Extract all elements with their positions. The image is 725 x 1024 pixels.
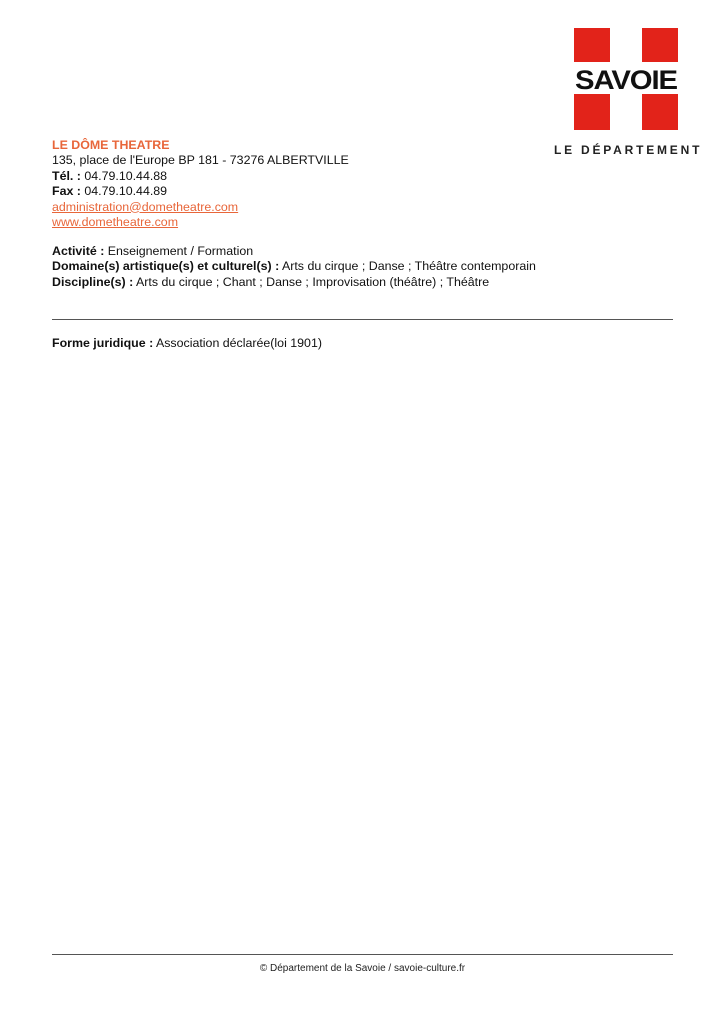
telephone-label: Tél. : — [52, 168, 81, 183]
contact-block — [52, 138, 672, 230]
section-divider — [52, 319, 673, 320]
domaines-line — [52, 259, 692, 274]
website-link[interactable]: www.dometheatre.com — [52, 215, 179, 230]
forme-juridique-line — [52, 336, 322, 351]
domaines-value: Arts du cirque ; Danse ; Théâtre contemporain — [281, 259, 536, 274]
footer-text: © Département de la Savoie / savoie-culture.fr — [259, 963, 466, 974]
domaines-label: Domaine(s) artistique(s) et culturel(s) : — [52, 259, 280, 274]
logo-word: SAVOIE — [575, 65, 677, 95]
telephone-line — [52, 169, 672, 184]
forme-juridique-value: Association déclarée(loi 1901) — [155, 336, 322, 350]
disciplines-line — [52, 275, 692, 290]
activite-line — [52, 244, 692, 259]
footer-divider — [52, 954, 673, 955]
email-link[interactable]: administration@dometheatre.com — [52, 199, 239, 214]
activity-block — [52, 244, 692, 290]
disciplines-value: Arts du cirque ; Chant ; Danse ; Improvisation (théâtre) ; Théâtre — [136, 274, 490, 289]
telephone-value: 04.79.10.44.88 — [84, 168, 168, 183]
fax-label: Fax : — [52, 184, 81, 199]
fax-line — [52, 184, 672, 199]
activite-value: Enseignement / Formation — [107, 244, 254, 258]
forme-juridique-label: Forme juridique : — [52, 336, 154, 350]
disciplines-label: Discipline(s) : — [52, 274, 134, 289]
address: 135, place de l'Europe BP 181 - 73276 ALBERTVILLE — [52, 153, 349, 168]
fax-value: 04.79.10.44.89 — [84, 184, 168, 199]
activite-label: Activité : — [52, 244, 105, 258]
logo-subtitle: LE DÉPARTEMENT — [554, 143, 702, 157]
organization-name: LE DÔME THEATRE — [52, 138, 170, 152]
